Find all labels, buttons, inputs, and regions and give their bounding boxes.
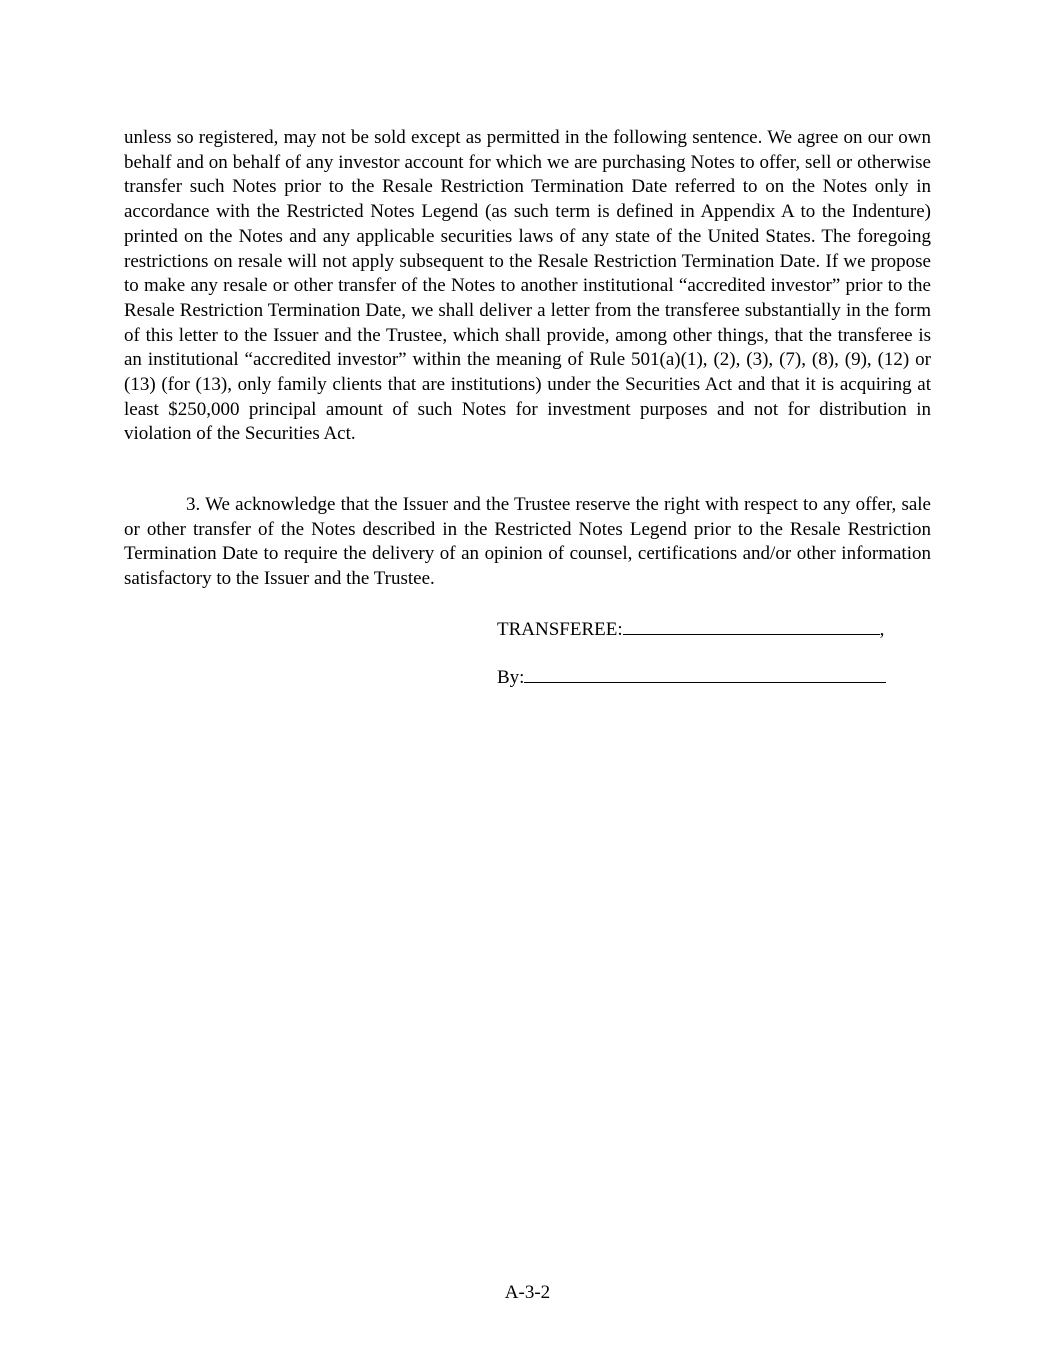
by-label: By: — [497, 667, 525, 688]
transferee-signature-line — [497, 616, 884, 642]
transferee-label: TRANSFEREE: — [497, 619, 623, 640]
by-signature-line — [497, 664, 886, 690]
page-number: A-3-2 — [504, 1282, 551, 1303]
body-paragraph-continuation: unless so registered, may not be sold except as permitted in the following sentence. We agree on our own behalf and on behalf of any investor account for which we are purchasing Notes to offer, sell or otherwise transfer such Notes prior to the Resale Restriction Termination Date referred to on the Notes only in accordance with the Restricted Notes Legend (as such term is defined in Appendix A to the Indenture) printed on the Notes and any applicable securities laws of any state of the United States. The foregoing restrictions on resale will not apply subsequent to the Resale Restriction Termination Date. If we propose to make any resale or other transfer of the Notes to another institutional “accredited investor” prior to the Resale Restriction Termination Date, we shall deliver a letter from the transferee substantially in the form of this letter to the Issuer and the Trustee, which shall provide, among other things, that the transferee is an institutional “accredited investor” within the meaning of Rule 501(a)(1), (2), (3), (7), (8), (9), (12) or (13) (for (13), only family clients that are institutions) under the Securities Act and that it is acquiring at least $250,000 principal amount of such Notes for investment purposes and not for distribution in violation of the Securities Act. — [124, 127, 931, 445]
transferee-blank-field[interactable] — [623, 616, 880, 635]
by-blank-field[interactable] — [524, 664, 886, 683]
body-paragraph-3: 3. We acknowledge that the Issuer and the Trustee reserve the right with respect to any offer, sale or other transfer of the Notes described in the Restricted Notes Legend prior to the Resale Restriction Termination Date to require the delivery of an opinion of counsel, certifications and/or other information satisfactory to the Issuer and the Trustee. — [124, 494, 931, 590]
transferee-suffix: , — [879, 619, 885, 640]
